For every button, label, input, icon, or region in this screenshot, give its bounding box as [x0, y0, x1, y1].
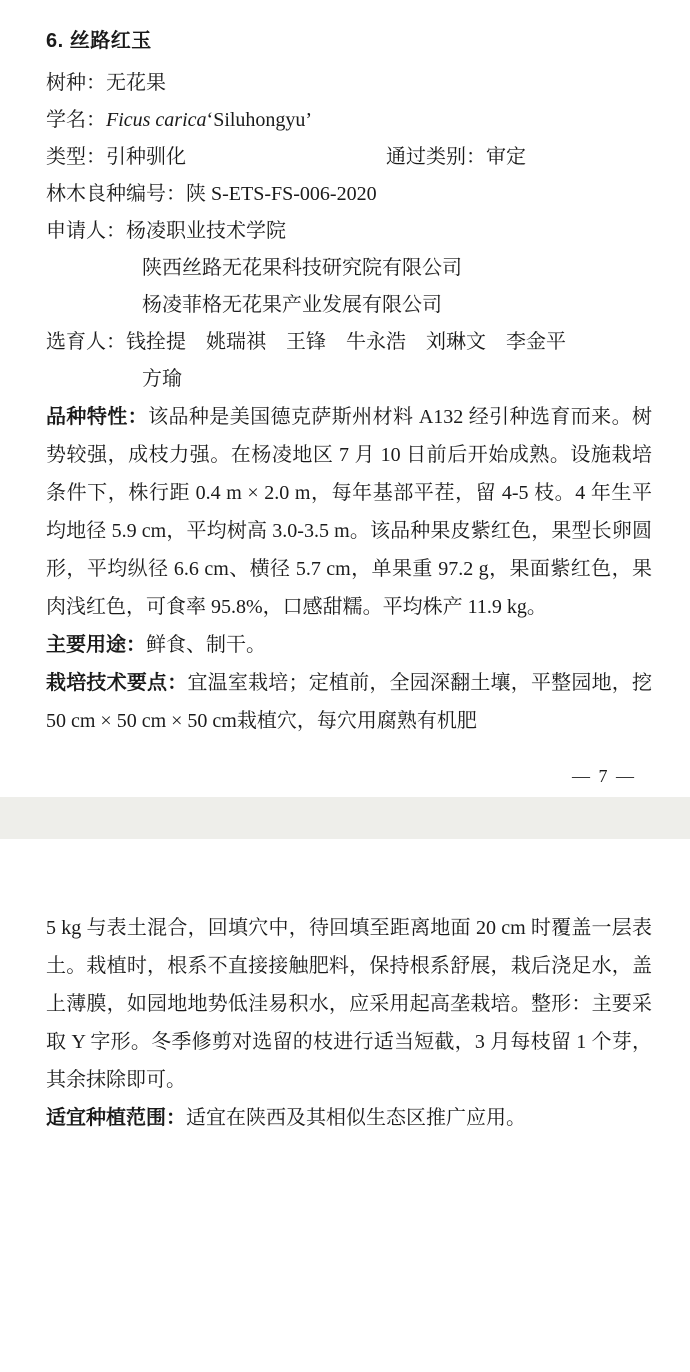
range-text: 适宜在陕西及其相似生态区推广应用。	[186, 1107, 526, 1129]
field-type-label: 类型：	[46, 146, 106, 168]
page-title: 6. 丝路红玉	[46, 30, 152, 52]
cultivation-label: 栽培技术要点：	[46, 672, 188, 694]
field-applicant-label: 申请人：	[46, 220, 126, 242]
field-applicant	[46, 213, 652, 250]
field-breeders-value: 钱拴提 姚瑞祺 王锋 牛永浩 刘琳文 李金平	[126, 331, 566, 353]
characteristics-label: 品种特性：	[46, 406, 149, 428]
field-scientific-name-cultivar: ‘Siluhongyu’	[206, 109, 313, 131]
cultivation-paragraph-part2	[46, 909, 652, 1099]
field-type-value: 引种驯化	[106, 146, 186, 168]
field-applicant-value: 杨凌职业技术学院	[126, 220, 286, 242]
page-separator	[0, 797, 690, 839]
page-number: — 7 —	[572, 766, 636, 786]
field-breeders-label: 选育人：	[46, 331, 126, 353]
cultivation-text-part2: 5 kg 与表土混合，回填穴中，待回填至距离地面 20 cm 时覆盖一层表土。栽植时，根系不直接接触肥料，保持根系舒展，栽后浇足水，盖上薄膜，如园地地势低洼易积水，应采用起高垄栽培。整形：主要采取 Y 字形。冬季修剪对选留的枝进行适当短截，3 月每枝留 1 个芽，其余抹除即可。	[46, 917, 652, 1091]
field-scientific-name	[46, 102, 652, 139]
range-label: 适宜种植范围：	[46, 1107, 186, 1129]
field-type-row	[46, 139, 652, 176]
characteristics-paragraph	[46, 398, 652, 626]
field-seed-code-value: 陕 S-ETS-FS-006-2020	[186, 183, 377, 205]
field-species	[46, 65, 652, 102]
field-approval-category-value: 审定	[486, 146, 526, 168]
field-species-value: 无花果	[106, 72, 166, 94]
field-breeders-value-continued: 方瑜	[142, 368, 182, 390]
applicant-extra-2: 杨凌菲格无花果产业发展有限公司	[142, 294, 442, 316]
range-paragraph	[46, 1099, 652, 1137]
field-scientific-name-label: 学名：	[46, 109, 106, 131]
field-seed-code-label: 林木良种编号：	[46, 183, 186, 205]
main-use-label: 主要用途：	[46, 634, 146, 656]
field-type	[46, 139, 386, 176]
main-use-paragraph	[46, 626, 652, 664]
characteristics-text: 该品种是美国德克萨斯州材料 A132 经引种选育而来。树势较强，成枝力强。在杨凌地区 7 月 10 日前后开始成熟。设施栽培条件下，株行距 0.4 m × 2.0 m，每年基部平茬，留 4-5 枝。4 年生平均地径 5.9 cm，平均树高 3.0-3.5 m。该品种果皮紫红色，果型长卵圆形，平均纵径 6.6 cm、横径 5.7 cm，单果重 97.2 g，果面紫红色，果肉浅红色，可食率 95.8%，口感甜糯。平均株产 11.9 kg。	[46, 406, 652, 618]
field-approval-category-label: 通过类别：	[386, 146, 486, 168]
field-scientific-name-italic: Ficus carica	[106, 109, 207, 131]
applicant-extra-1: 陕西丝路无花果科技研究院有限公司	[142, 257, 462, 279]
cultivation-paragraph-part1	[46, 664, 652, 740]
main-use-text: 鲜食、制干。	[146, 634, 266, 656]
field-seed-code	[46, 176, 652, 213]
field-breeders	[46, 324, 652, 361]
field-approval-category	[386, 139, 526, 176]
cultivation-text-part1: 宜温室栽培；定植前，全园深翻土壤，平整园地，挖 50 cm × 50 cm × 50 cm栽植穴，每穴用腐熟有机肥	[46, 672, 653, 732]
document-page-8	[0, 839, 690, 1147]
field-species-label: 树种：	[46, 72, 106, 94]
